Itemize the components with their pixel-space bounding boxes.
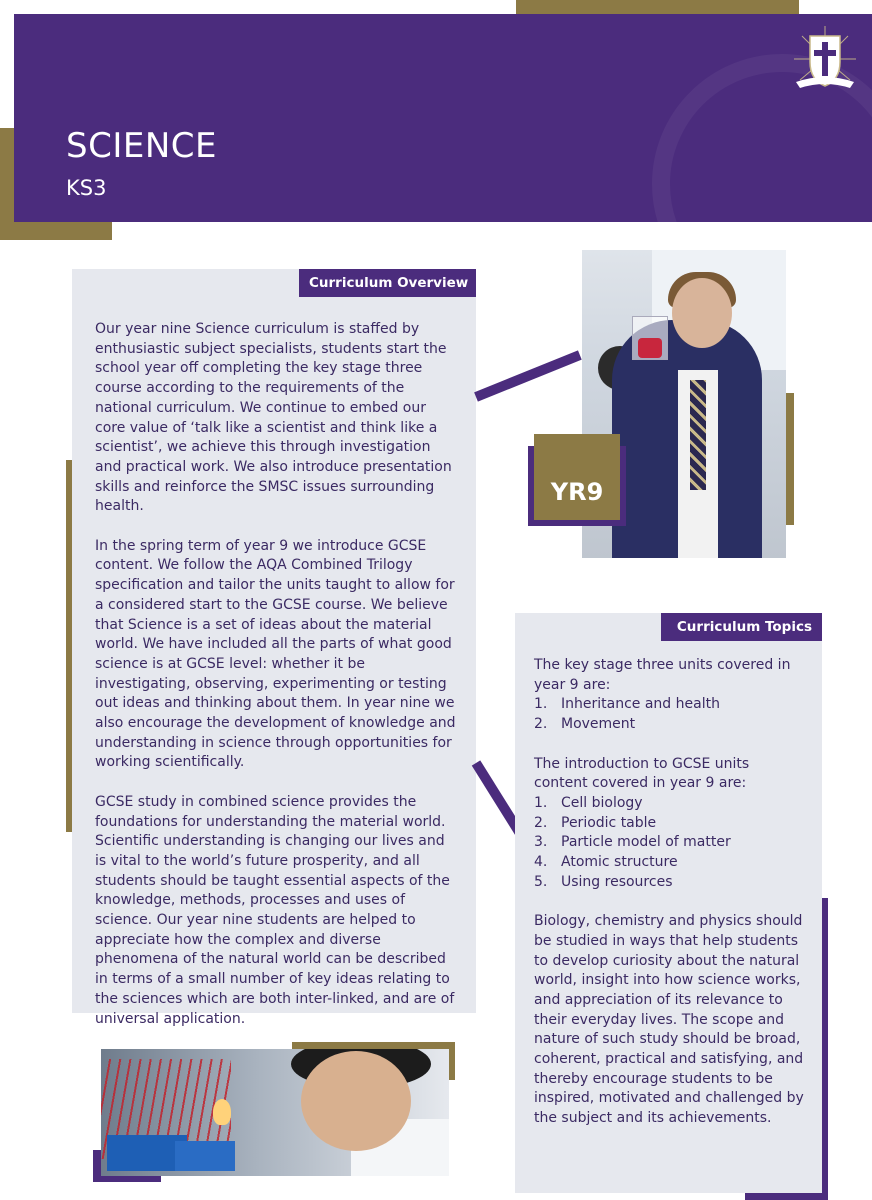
gcse-list [534,794,806,893]
gold-accent-top [516,0,799,14]
purple-accent-bar [822,898,828,1200]
overview-paragraph: In the spring term of year 9 we introduce GCSE content. We follow the AQA Combined Trilogy specification and tailor the units taught to allow for a considered start to the GCSE course. We believe that Science is a set of ideas about the material world. We have included all the parts of what good science is at GCSE level: whether it be investigating, observing, experimenting or testing out ideas and thinking about them. In year nine we also encourage the development of knowledge and understanding in science through opportunities for working scientifically. [95,537,456,771]
connector-line [474,350,582,401]
list-item: 1. Cell biology [534,794,643,811]
circuit-experiment-photo [101,1049,449,1176]
topics-body [534,656,806,1129]
overview-heading: Curriculum Overview [299,269,476,297]
purple-accent-bottom [745,1193,828,1200]
gold-accent-bar [786,393,794,525]
list-item: 2. Periodic table [534,814,657,831]
year-badge-label: YR9 [550,478,604,506]
ks3-intro: The key stage three units covered in year 9 are: [534,657,791,693]
header-banner [14,14,872,222]
page-subtitle: KS3 [66,176,107,200]
topics-closing: Biology, chemistry and physics should be studied in ways that help students to develop curiosity about the natural world, insight into how science works, and appreciation of its relevance to their everyday lives. The scope and nature of such study should be broad, coherent, practical and satisfying, and thereby encourage students to be inspired, motivated and challenged by the subject and its achievements. [534,913,804,1127]
topics-heading: Curriculum Topics [661,613,822,641]
year-badge [534,434,620,520]
gcse-intro: The introduction to GCSE units content covered in year 9 are: [534,755,750,792]
list-item: 5. Using resources [534,873,673,890]
list-item: 1. Inheritance and health [534,696,720,713]
ks3-list [534,695,806,734]
list-item: 2. Movement [534,716,636,733]
school-crest-icon [790,24,860,94]
list-item: 4. Atomic structure [534,854,678,871]
list-item: 3. Particle model of matter [534,834,731,851]
overview-body [95,320,459,1049]
page-title: SCIENCE [66,126,217,166]
overview-paragraph: GCSE study in combined science provides the foundations for understanding the material world. Scientific understanding is changing our lives and is vital to the world’s future prosperity, and all students should be taught essential aspects of the knowledge, methods, processes and uses of science. Our year nine students are helped to appreciate how the complex and diverse phenomena of the natural world can be described in terms of a small number of key ideas relating to the sciences which are both inter-linked, and are of universal application. [95,793,455,1027]
overview-paragraph: Our year nine Science curriculum is staffed by enthusiastic subject specialists, students start the school year off completing the key stage three course according to the requirements of the national curriculum. We continue to embed our core value of ‘talk like a scientist and think like a scientist’, we achieve this through investigation and practical work. We also introduce presentation skills and reinforce the SMSC issues surrounding health. [95,321,452,515]
